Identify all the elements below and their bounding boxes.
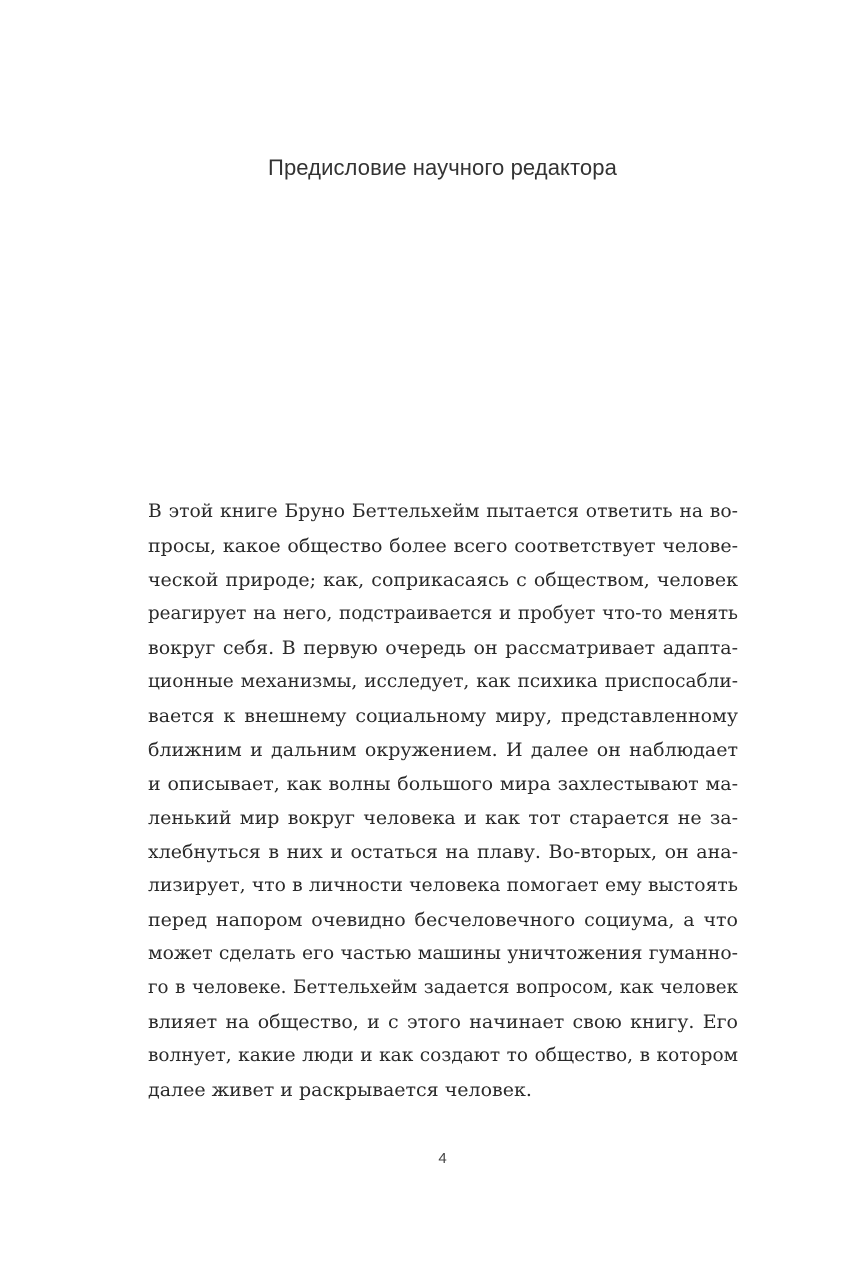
text-line: хлебнуться в них и остаться на плаву. Во-вторых, он ана- xyxy=(148,841,738,863)
text-line: влияет на общество, и с этого начинает свою книгу. Его xyxy=(148,1011,738,1033)
text-line: перед напором очевидно бесчеловечного социума, а что xyxy=(148,909,738,931)
text-line: может сделать его частью машины уничтожения гуманно- xyxy=(148,943,738,964)
text-line: ционные механизмы, исследует, как психика приспосабли- xyxy=(148,671,738,692)
text-line: ближним и дальним окружением. И далее он наблюдает xyxy=(148,739,738,761)
text-line: ческой природе; как, соприкасаясь с обществом, человек xyxy=(148,569,738,591)
text-line: ленький мир вокруг человека и как тот старается не за- xyxy=(148,807,738,829)
text-line: волнует, какие люди и как создают то общество, в котором xyxy=(148,1045,738,1066)
text-line: го в человеке. Беттельхейм задается вопросом, как человек xyxy=(148,977,738,998)
text-line: вокруг себя. В первую очередь он рассматривает адапта- xyxy=(148,637,738,659)
text-line: далее живет и раскрывается человек. xyxy=(148,1079,532,1101)
body-paragraph xyxy=(148,495,738,1107)
text-line: просы, какое общество более всего соответствует челове- xyxy=(148,535,738,557)
text-line: вается к внешнему социальному миру, представленному xyxy=(148,705,738,727)
page-number: 4 xyxy=(438,1150,447,1167)
text-line: В этой книге Бруно Беттельхейм пытается ответить на во- xyxy=(148,501,738,522)
chapter-title: Предисловие научного редактора xyxy=(268,155,617,180)
text-line: реагирует на него, подстраивается и пробует что-то менять xyxy=(148,603,738,624)
text-line: и описывает, как волны большого мира захлестывают ма- xyxy=(148,773,738,795)
text-line: лизирует, что в личности человека помогает ему выстоять xyxy=(148,875,738,896)
